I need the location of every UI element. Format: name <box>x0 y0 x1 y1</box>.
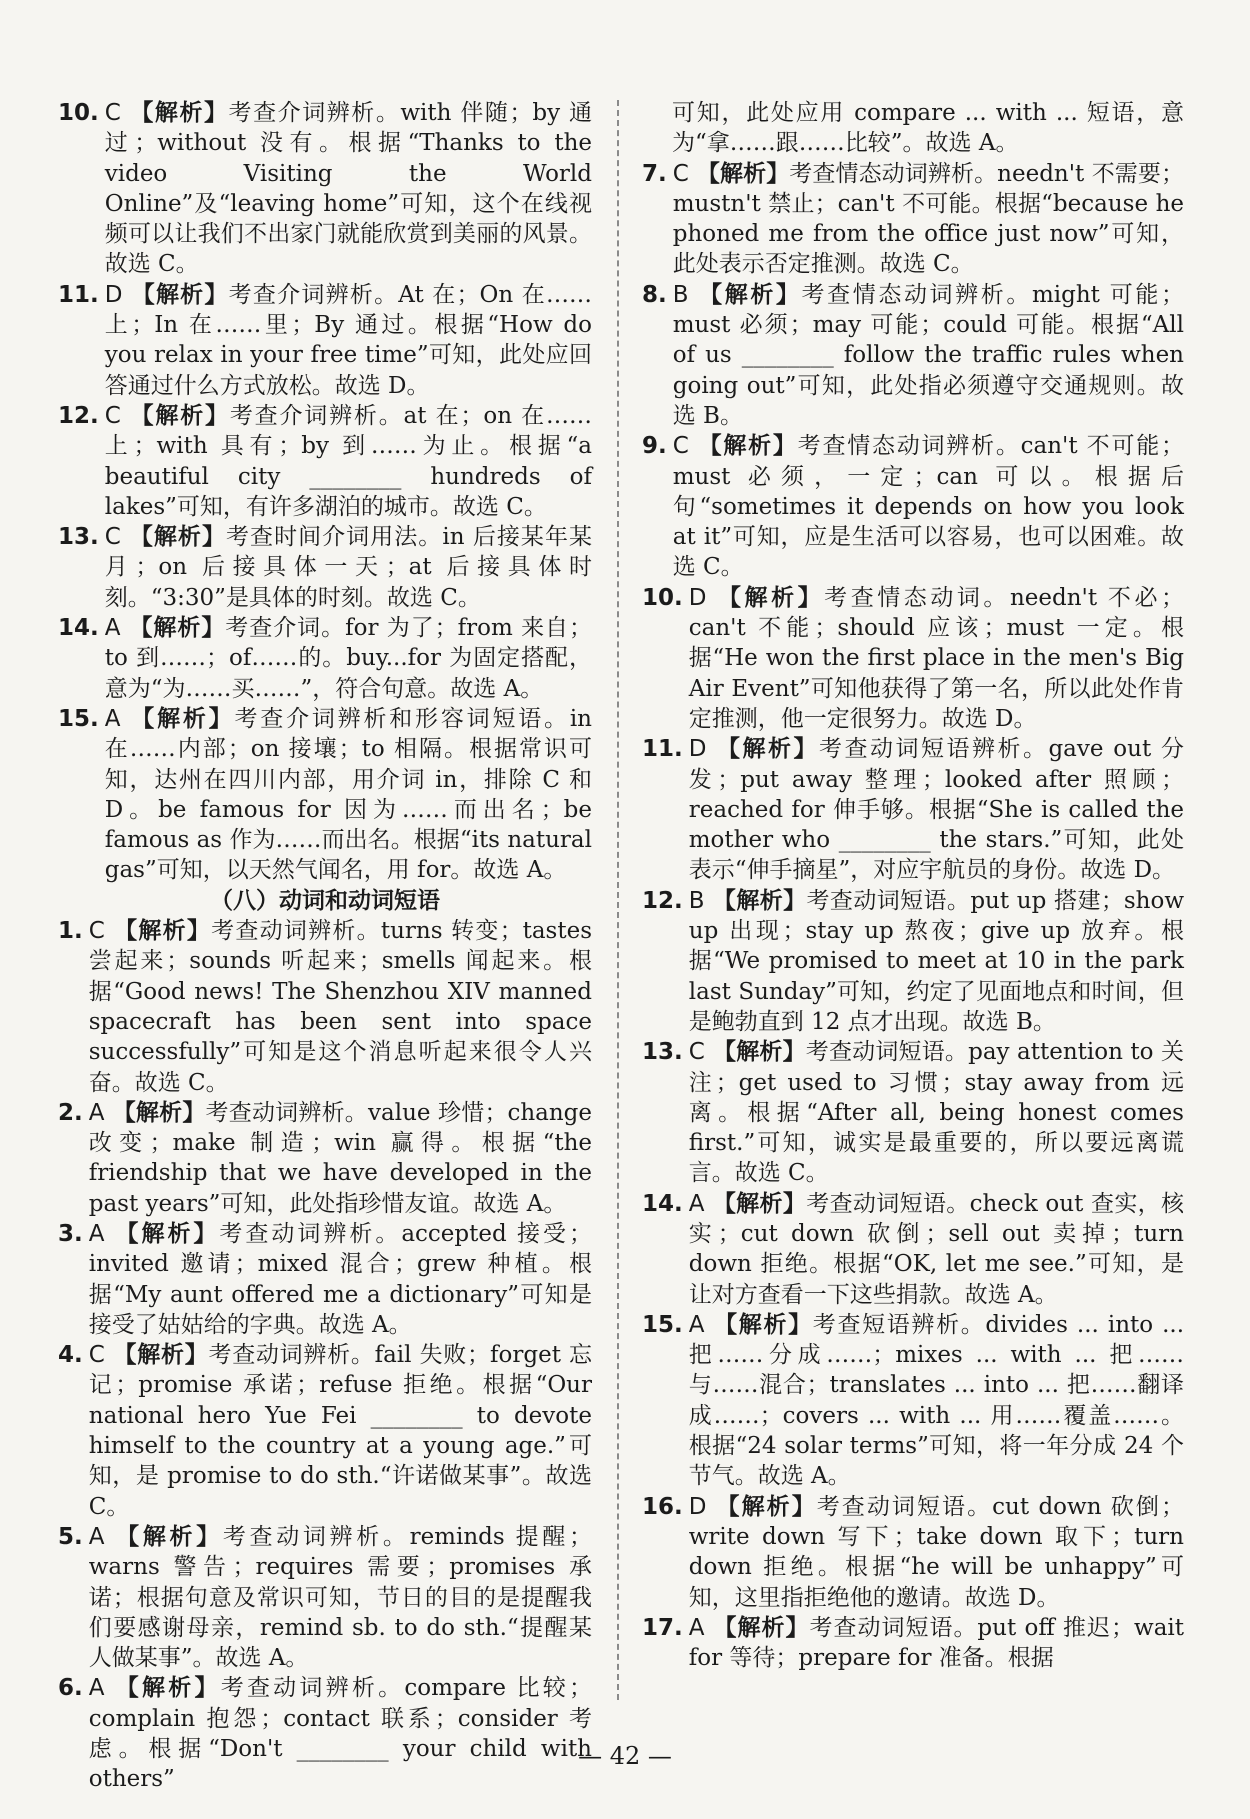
analysis-tag: 【解析】 <box>112 1220 220 1247</box>
answer-item <box>642 1189 1184 1310</box>
answer-item <box>58 98 592 280</box>
explanation-text: 考查情态动词辨析。might 可能；must 必须；may 可能；could 可能。根据“All of us ________ follow the traffic rules when going out”可知，此处指必须遵守交通规则。故选 B。 <box>672 281 1185 429</box>
item-number: 8. <box>642 281 667 308</box>
item-explanation <box>689 1189 1184 1310</box>
answer-item <box>642 1492 1184 1613</box>
explanation-text: 考查动词短语辨析。gave out 分发；put away 整理；looked after 照顾；reached for 伸手够。根据“She is called the mother who ________ the stars.”可知，此处表示“伸手摘星”，对应宇航员的身份。故选 D。 <box>688 736 1185 884</box>
right-column <box>642 98 1184 1673</box>
item-explanation <box>673 159 1184 280</box>
explanation-text: 考查动词辨析。fail 失败；forget 忘记；promise 承诺；refuse 拒绝。根据“Our national hero Yue Fei ________ to devote himself to the country at a young age.”可知，是 promise to do sth.“许诺做某事”。故选 C。 <box>88 1342 592 1520</box>
explanation-text: 考查动词短语。cut down 砍倒；write down 写下；take down 取下；turn down 拒绝。根据“he will be unhappy”可知，这里指拒绝他的邀请。故选 D。 <box>688 1493 1184 1611</box>
answer-item <box>58 522 592 613</box>
explanation-text: 考查动词辨析。compare 比较；complain 抱怨；contact 联系；consider 考虑。根据“Don't ________ your child with others” <box>88 1675 593 1793</box>
item-number: 14. <box>642 1190 683 1217</box>
item-number: 3. <box>58 1220 83 1247</box>
item-number: 13. <box>642 1039 683 1066</box>
answer-letter: D <box>688 736 707 763</box>
item-number: 14. <box>58 615 99 642</box>
item-explanation <box>105 401 592 522</box>
item-explanation <box>89 916 592 1098</box>
left-column <box>58 98 592 1795</box>
item-explanation <box>689 734 1184 885</box>
answer-item <box>58 401 592 522</box>
item-explanation <box>89 1522 592 1673</box>
answer-letter: A <box>88 1220 105 1247</box>
answer-letter: C <box>88 918 105 945</box>
explanation-text: 考查介词辨析。At 在；On 在……上；In 在……里；By 通过。根据“How do you relax in your free time”可知，此处应回答通过什么方式放松。故选 D。 <box>104 281 592 399</box>
item-explanation <box>105 280 592 401</box>
analysis-tag: 【解析】 <box>112 1099 206 1126</box>
continued-text: 可知，此处应用 compare ... with ... 短语，意为“拿……跟……比较”。故选 A。 <box>672 100 1184 157</box>
answer-letter: A <box>688 1614 705 1641</box>
item-number: 1. <box>58 918 83 945</box>
item-number: 4. <box>58 1342 83 1369</box>
answer-letter: B <box>672 281 689 308</box>
answer-item <box>642 886 1184 1037</box>
analysis-tag: 【解析】 <box>712 1614 810 1641</box>
section-heading: （八）动词和动词短语 <box>210 887 440 914</box>
explanation-text: 考查介词辨析。with 伴随；by 通过；without 没有。根据“Thanks to the video Visiting the World Online”及“leaving home”可知，这个在线视频可以让我们不出家门就能欣赏到美丽的风景。故选 C。 <box>104 100 592 278</box>
analysis-tag: 【解析】 <box>696 281 802 308</box>
explanation-text: 考查情态动词辨析。needn't 不需要；mustn't 禁止；can't 不可能。根据“because he phoned me from the office just now”可知，此处表示否定推测。故选 C。 <box>672 160 1184 278</box>
answer-item <box>642 583 1184 734</box>
item-number: 7. <box>642 160 667 187</box>
analysis-tag: 【解析】 <box>696 433 798 460</box>
answer-letter: A <box>688 1311 705 1338</box>
analysis-tag: 【解析】 <box>128 615 226 642</box>
answer-letter: C <box>672 160 689 187</box>
answer-item <box>58 1219 592 1340</box>
answer-item <box>642 1613 1184 1674</box>
answer-letter: A <box>688 1190 705 1217</box>
explanation-text: 考查动词短语。pay attention to 关注；get used to 习惯；stay away from 远离。根据“After all, being honest comes first.”可知，诚实是最重要的，所以要远离谎言。故选 C。 <box>688 1039 1184 1187</box>
page-number: — 42 — <box>578 1742 672 1770</box>
item-number: 13. <box>58 524 99 551</box>
analysis-tag: 【解析】 <box>712 887 807 914</box>
explanation-text: 考查情态动词。needn't 不必；can't 不能；should 应该；must 一定。根据“He won the first place in the men's Big Air Event”可知他获得了第一名，所以此处作肯定推测，他一定很努力。故选 D。 <box>688 584 1185 732</box>
item-number: 12. <box>642 887 683 914</box>
analysis-tag: 【解析】 <box>714 1493 817 1520</box>
explanation-text: 考查动词辨析。reminds 提醒；warns 警告；requires 需要；promises 承诺；根据句意及常识可知，节日的目的是提醒我们要感谢母亲，remind sb. to do sth.“提醒某人做某事”。故选 A。 <box>88 1523 593 1672</box>
analysis-tag: 【解析】 <box>112 918 212 945</box>
answer-item <box>642 280 1184 431</box>
item-number: 5. <box>58 1523 83 1550</box>
answer-letter: C <box>104 524 121 551</box>
answer-letter: D <box>104 281 123 308</box>
answer-item <box>642 159 1184 280</box>
answer-item <box>58 1340 592 1522</box>
analysis-tag: 【解析】 <box>112 1342 209 1369</box>
explanation-text: 考查动词短语。put off 推迟；wait for 等待；prepare for 准备。根据 <box>688 1614 1185 1672</box>
explanation-text: 考查动词辨析。value 珍惜；change 改变；make 制造；win 赢得。根据“the friendship that we have developed in the past years”可知，此处指珍惜友谊。故选 A。 <box>88 1099 593 1217</box>
answer-item <box>58 1098 592 1219</box>
answer-item <box>642 1037 1184 1188</box>
item-explanation <box>105 522 592 613</box>
answer-letter: D <box>688 584 707 611</box>
item-explanation <box>689 1037 1184 1188</box>
item-number: 12. <box>58 402 99 429</box>
item-number: 2. <box>58 1099 83 1126</box>
item-number: 10. <box>642 584 683 611</box>
item-number: 16. <box>642 1493 683 1520</box>
explanation-text: 考查介词。for 为了；from 来自；to 到……；of……的。buy...for 为固定搭配，意为“为……买……”，符合句意。故选 A。 <box>104 615 593 702</box>
item-explanation <box>689 1613 1184 1674</box>
explanation-text: 考查介词辨析和形容词短语。in 在……内部；on 接壤；to 相隔。根据常识可知，达州在四川内部，用介词 in，排除 C 和 D。be famous for 因为……而出名；be famous as 作为……而出名。根据“its natural gas”可知，以天然气闻名，用 for。故选 A。 <box>104 705 592 884</box>
answer-item <box>642 1310 1184 1492</box>
analysis-tag: 【解析】 <box>128 100 229 126</box>
answer-letter: C <box>104 100 121 126</box>
answer-letter: A <box>88 1675 105 1702</box>
analysis-tag: 【解析】 <box>714 736 819 763</box>
explanation-text: 考查动词短语。check out 查实，核实；cut down 砍倒；sell out 卖掉；turn down 拒绝。根据“OK, let me see.”可知，是让对方查看一下这些捐款。故选 A。 <box>688 1190 1185 1308</box>
answer-letter: A <box>104 615 121 642</box>
explanation-text: 考查动词辨析。accepted 接受；invited 邀请；mixed 混合；grew 种植。根据“My aunt offered me a dictionary”可知是接受了姑姑给的字典。故选 A。 <box>88 1220 592 1338</box>
answer-item <box>58 280 592 401</box>
item-explanation <box>673 431 1184 582</box>
explanation-text: 考查时间介词用法。in 后接某年某月；on 后接具体一天；at 后接具体时刻。“3:30”是具体的时刻。故选 C。 <box>104 524 592 611</box>
answer-letter: A <box>104 705 121 732</box>
explanation-text: 考查短语辨析。divides ... into ... 把……分成……；mixes ... with ... 把……与……混合；translates ... into ... 把……翻译成……；covers ... with ... 用……覆盖……。根据“24 solar terms”可知，将一年分成 24 个节气。故选 A。 <box>688 1311 1184 1490</box>
item-number: 11. <box>642 736 683 763</box>
answer-letter: A <box>88 1099 105 1126</box>
explanation-text: 考查动词短语。put up 搭建；show up 出现；stay up 熬夜；give up 放弃。根据“We promised to meet at 10 in the park last Sunday”可知，约定了见面地点和时间，但是鲍勃直到 12 点才出现。故选 B。 <box>688 887 1185 1035</box>
item-explanation <box>689 1492 1184 1613</box>
item-explanation <box>105 98 592 280</box>
item-number: 15. <box>642 1311 683 1338</box>
analysis-tag: 【解析】 <box>128 705 235 732</box>
analysis-tag: 【解析】 <box>128 402 230 429</box>
item-number: 10. <box>58 100 99 126</box>
item-number: 11. <box>58 281 99 308</box>
answer-item <box>58 1522 592 1673</box>
explanation-text: 考查介词辨析。at 在；on 在……上；with 具有；by 到……为止。根据“a beautiful city ________ hundreds of lakes”可知，有许多湖泊的城市。故选 C。 <box>104 402 592 520</box>
answer-item <box>58 613 592 704</box>
analysis-tag: 【解析】 <box>112 1523 223 1550</box>
item-number: 9. <box>642 433 667 460</box>
answer-item <box>642 431 1184 582</box>
analysis-tag: 【解析】 <box>128 524 226 551</box>
item-explanation <box>689 886 1184 1037</box>
item-number: 15. <box>58 705 99 732</box>
answer-letter: C <box>88 1342 105 1369</box>
item-explanation <box>689 583 1184 734</box>
answer-item <box>642 734 1184 885</box>
item-explanation <box>89 1340 592 1522</box>
analysis-tag: 【解析】 <box>714 584 825 611</box>
analysis-tag: 【解析】 <box>712 1039 806 1066</box>
item-explanation <box>105 704 592 886</box>
analysis-tag: 【解析】 <box>712 1190 807 1217</box>
answer-letter: C <box>104 402 121 429</box>
explanation-text: 考查情态动词辨析。can't 不可能；must 必须，一定；can 可以。根据后句“sometimes it depends on how you look at it”可知，应是生活可以容易，也可以困难。故选 C。 <box>672 433 1184 581</box>
column-divider <box>617 100 619 1700</box>
item-explanation <box>673 280 1184 431</box>
item-explanation <box>89 1098 592 1219</box>
answer-letter: C <box>672 433 689 460</box>
answer-letter: A <box>88 1523 105 1550</box>
item-explanation <box>689 1310 1184 1492</box>
item-explanation <box>105 613 592 704</box>
item-explanation <box>89 1673 592 1794</box>
answer-letter: C <box>688 1039 705 1066</box>
answer-item <box>58 916 592 1098</box>
analysis-tag: 【解析】 <box>696 160 790 187</box>
answer-item <box>58 704 592 886</box>
answer-item <box>58 1673 592 1794</box>
answer-letter: D <box>688 1493 707 1520</box>
answer-letter: B <box>688 887 705 914</box>
analysis-tag: 【解析】 <box>712 1311 813 1338</box>
item-explanation <box>89 1219 592 1340</box>
explanation-text: 考查动词辨析。turns 转变；tastes 尝起来；sounds 听起来；smells 闻起来。根据“Good news! The Shenzhou XIV manned spacecraft has been sent into space successfully”可知是这个消息听起来很令人兴奋。故选 C。 <box>88 918 592 1096</box>
analysis-tag: 【解析】 <box>112 1675 221 1702</box>
item-number: 6. <box>58 1675 83 1702</box>
analysis-tag: 【解析】 <box>130 281 229 308</box>
item-number: 17. <box>642 1614 683 1641</box>
